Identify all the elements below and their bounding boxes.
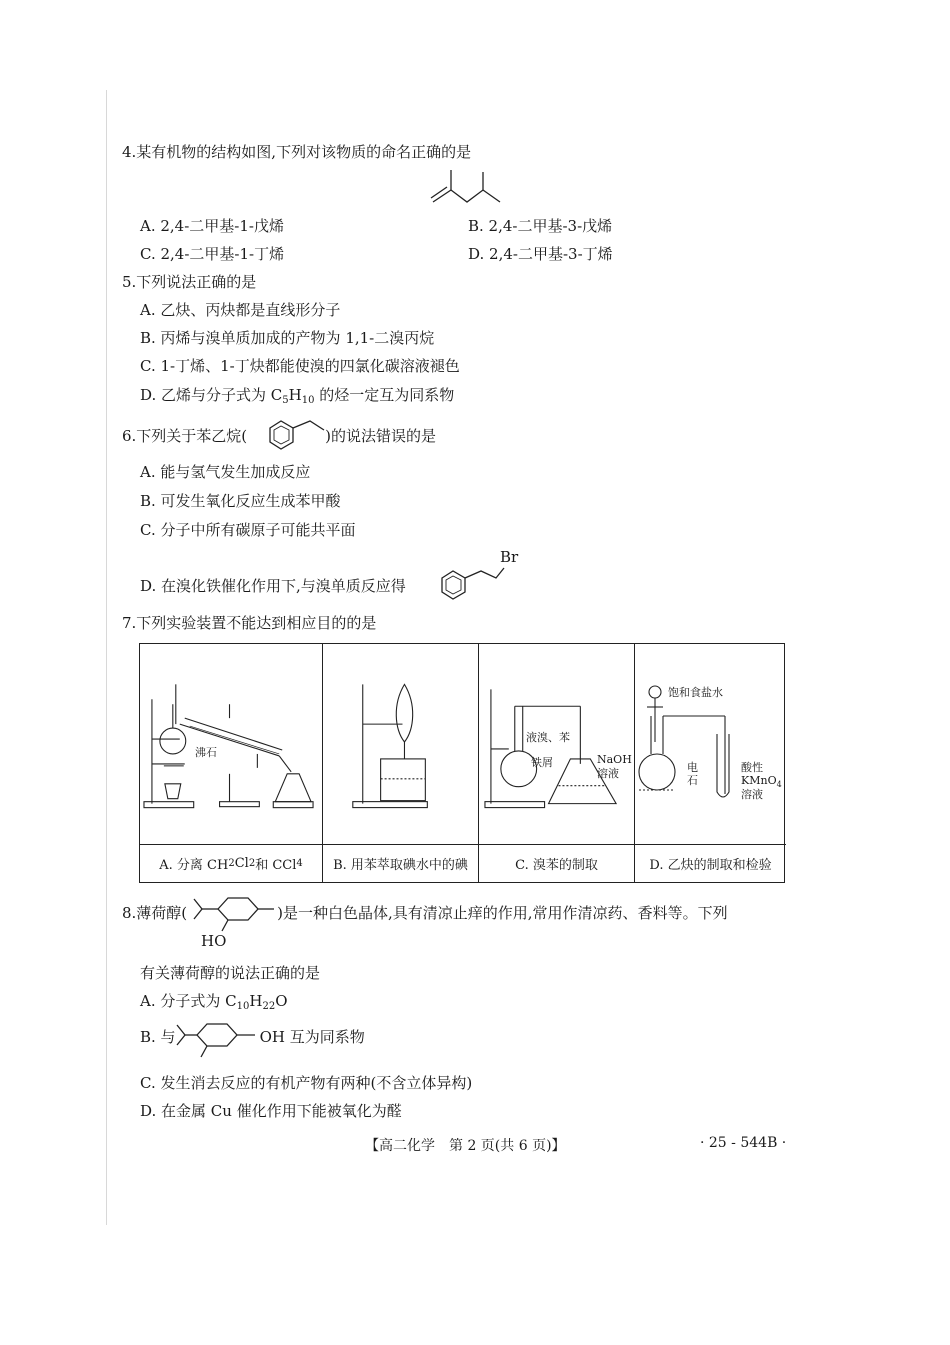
boiling-stone-label: 沸石 [195, 746, 217, 759]
binding-margin-line [106, 90, 107, 1225]
q4-option-b: B. 2,4-二甲基-3-戊烯 [468, 217, 613, 235]
apparatus-d-acetylene [635, 644, 786, 844]
q4-stem: 4.某有机物的结构如图,下列对该物质的命名正确的是 [122, 143, 472, 161]
q8-option-b-structure [175, 1019, 265, 1061]
iron-filings-label: 铁屑 [531, 756, 553, 769]
carbide-label-2: 石 [687, 774, 698, 787]
q8-stem-continued: 有关薄荷醇的说法正确的是 [140, 964, 321, 982]
kmno4-label: KMnO$_4$ [741, 774, 782, 789]
caption-b: B. 用苯萃取碘水中的碘 [323, 844, 479, 882]
caption-d: D. 乙炔的制取和检验 [635, 844, 786, 882]
q5-option-c: C. 1-丁烯、1-丁炔都能使溴的四氯化碳溶液褪色 [140, 357, 460, 375]
q6-br-label: Br [500, 548, 519, 566]
q6-option-b: B. 可发生氧化反应生成苯甲酸 [140, 492, 341, 510]
q5-option-b: B. 丙烯与溴单质加成的产物为 1,1-二溴丙烷 [140, 329, 435, 347]
caption-c: C. 溴苯的制取 [479, 844, 635, 882]
caption-a: A. 分离 CH 2 Cl 2 和 CCl 4 [140, 844, 323, 882]
q8-option-a: A. 分子式为 $C_{10}H_{22}O$ [140, 992, 288, 1012]
q8-ho-label: HO [201, 932, 227, 950]
liquid-bromine-benzene-label: 液溴、苯 [526, 731, 570, 744]
q8-option-b: B. 与 OH 互为同系物 [140, 1028, 365, 1046]
q5-option-a: A. 乙炔、丙炔都是直线形分子 [140, 301, 341, 319]
q8-option-d: D. 在金属 Cu 催化作用下能被氧化为醛 [140, 1102, 402, 1120]
apparatus-c-bromobenzene [479, 644, 635, 844]
saturated-brine-label: 饱和食盐水 [668, 686, 723, 699]
q6-option-d: D. 在溴化铁催化作用下,与溴单质反应得 [140, 577, 406, 595]
q8-menthol-structure [190, 893, 290, 935]
q4-structure-diagram [425, 168, 515, 208]
kmno4-solution-label: 溶液 [741, 788, 763, 801]
q7-apparatus-table [139, 643, 785, 883]
carbide-label-1: 电 [687, 761, 698, 774]
q5-option-d: D. 乙烯与分子式为 $C_5H_{10}$ 的烃一定互为同系物 [140, 386, 455, 406]
q4-option-a: A. 2,4-二甲基-1-戊烯 [140, 217, 284, 235]
page-footer-title: 【高二化学 第 2 页(共 6 页)】 [365, 1138, 566, 1154]
naoh-label: NaOH [597, 753, 632, 766]
q7-stem: 7.下列实验装置不能达到相应目的的是 [122, 614, 377, 632]
q8-option-c: C. 发生消去反应的有机产物有两种(不含立体异构) [140, 1074, 473, 1092]
q6-option-c: C. 分子中所有碳原子可能共平面 [140, 521, 356, 539]
acidic-label: 酸性 [741, 761, 763, 774]
q8-stem: 8.薄荷醇( )是一种白色晶体,具有清凉止痒的作用,常用作清凉药、香料等。下列 [122, 904, 728, 922]
apparatus-b-separatory-funnel [323, 644, 479, 844]
q6-stem: 6.下列关于苯乙烷( )的说法错误的是 [122, 427, 437, 445]
q5-stem: 5.下列说法正确的是 [122, 273, 257, 291]
naoh-solution-label: 溶液 [597, 767, 619, 780]
q6-option-a: A. 能与氢气发生加成反应 [140, 463, 311, 481]
q4-option-d: D. 2,4-二甲基-3-丁烯 [468, 245, 613, 263]
apparatus-a-distillation [140, 644, 323, 844]
q6-ethylbenzene-structure [262, 418, 344, 456]
q4-option-c: C. 2,4-二甲基-1-丁烯 [140, 245, 285, 263]
page-footer-code: · 25 - 544B · [700, 1135, 787, 1151]
